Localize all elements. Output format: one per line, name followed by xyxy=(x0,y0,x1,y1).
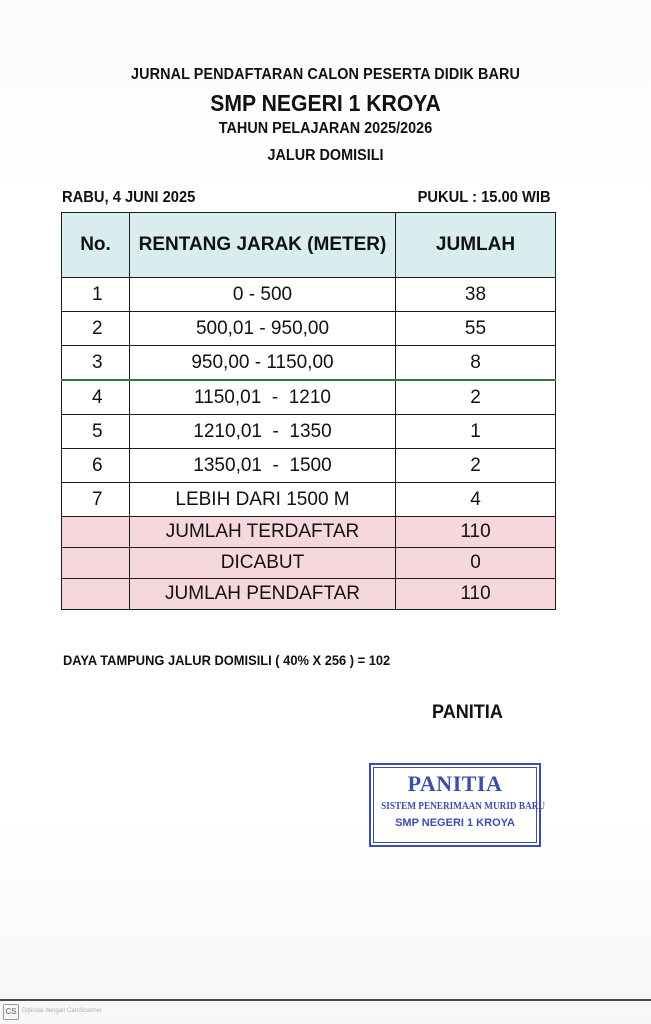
summary-blank-cell xyxy=(62,579,130,610)
row-number: 2 xyxy=(62,312,130,346)
column-header-count: JUMLAH xyxy=(396,213,556,278)
school-name: SMP NEGERI 1 KROYA xyxy=(210,90,441,116)
summary-blank-cell xyxy=(62,517,130,548)
admission-path: JALUR DOMISILI xyxy=(267,147,384,164)
row-count: 2 xyxy=(396,449,556,483)
summary-value: 110 xyxy=(396,579,556,610)
summary-row-registered xyxy=(62,517,556,548)
summary-label: DICABUT xyxy=(130,548,396,579)
row-range: 1150,01 - 1210 xyxy=(130,380,396,415)
row-number: 5 xyxy=(62,415,130,449)
column-header-no: No. xyxy=(62,213,130,278)
academic-year: TAHUN PELAJARAN 2025/2026 xyxy=(218,120,433,137)
committee-stamp xyxy=(369,763,546,847)
summary-row-withdrawn xyxy=(62,548,556,579)
row-count: 38 xyxy=(396,278,556,312)
registration-table xyxy=(61,212,556,610)
row-count: 4 xyxy=(396,483,556,517)
summary-row-applicants xyxy=(62,579,556,610)
row-number: 4 xyxy=(62,380,130,415)
row-range: 0 - 500 xyxy=(130,278,396,312)
column-header-range: RENTANG JARAK (METER) xyxy=(130,213,396,278)
row-range: 500,01 - 950,00 xyxy=(130,312,396,346)
row-count: 1 xyxy=(396,415,556,449)
row-range: 950,00 - 1150,00 xyxy=(130,346,396,381)
journal-title: JURNAL PENDAFTARAN CALON PESERTA DIDIK BARU xyxy=(131,66,520,83)
summary-label: JUMLAH PENDAFTAR xyxy=(130,579,396,610)
row-range: LEBIH DARI 1500 M xyxy=(130,483,396,517)
table-row xyxy=(62,380,556,415)
table-row xyxy=(62,312,556,346)
summary-value: 0 xyxy=(396,548,556,579)
summary-blank-cell xyxy=(62,548,130,579)
row-count: 2 xyxy=(396,380,556,415)
table-row xyxy=(62,346,556,381)
summary-label: JUMLAH TERDAFTAR xyxy=(130,517,396,548)
stamp-title: PANITIA xyxy=(407,771,503,796)
row-number: 1 xyxy=(62,278,130,312)
stamp-subtitle: SISTEM PENERIMAAN MURID BARU xyxy=(381,801,546,812)
report-date: RABU, 4 JUNI 2025 xyxy=(62,189,196,206)
row-count: 8 xyxy=(396,346,556,381)
table-row xyxy=(62,415,556,449)
stamp-school: SMP NEGERI 1 KROYA xyxy=(395,817,515,829)
page-bottom-border xyxy=(0,999,651,1001)
row-count: 55 xyxy=(396,312,556,346)
committee-signature: PANITIA xyxy=(432,702,503,723)
table-row xyxy=(62,278,556,312)
capacity-note: DAYA TAMPUNG JALUR DOMISILI ( 40% X 256 ) = 102 xyxy=(63,652,391,668)
table-row xyxy=(62,483,556,517)
row-number: 6 xyxy=(62,449,130,483)
row-number: 7 xyxy=(62,483,130,517)
row-number: 3 xyxy=(62,346,130,381)
row-range: 1210,01 - 1350 xyxy=(130,415,396,449)
report-time: PUKUL : 15.00 WIB xyxy=(417,189,551,206)
scanner-watermark: Dipindai dengan CamScanner xyxy=(22,1008,103,1014)
table-row xyxy=(62,449,556,483)
row-range: 1350,01 - 1500 xyxy=(130,449,396,483)
summary-value: 110 xyxy=(396,517,556,548)
camscanner-logo-icon: CS xyxy=(3,1004,19,1020)
table-header-row xyxy=(62,213,556,278)
